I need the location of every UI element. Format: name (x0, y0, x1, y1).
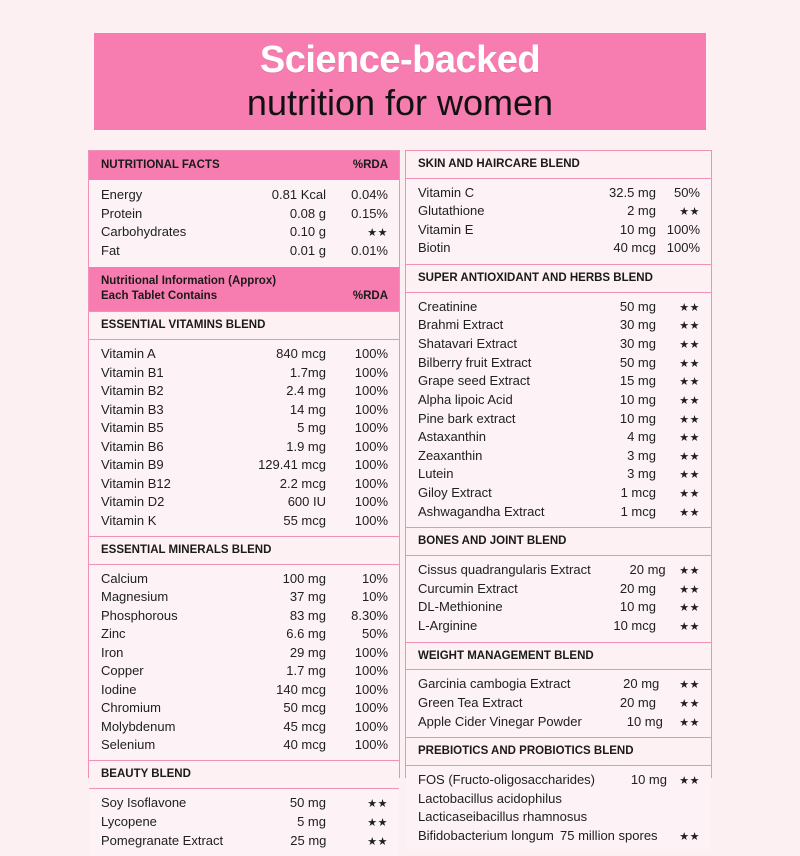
ingredient-row (101, 794, 388, 813)
ingredient-rda: 50% (673, 184, 700, 200)
ingredient-row (101, 681, 388, 699)
ingredient-row (418, 184, 700, 202)
ingredient-row (418, 580, 700, 599)
ingredient-name: Cissus quadrangularis Extract (418, 562, 591, 578)
ingredient-row (418, 391, 700, 410)
section-header (89, 536, 399, 565)
nutritional-facts-header (89, 151, 399, 180)
ingredient-amount: 0.10 g (289, 224, 326, 240)
ingredient-rda: ★★ (679, 679, 700, 692)
ingredient-row (101, 475, 388, 493)
ingredient-amount: 50 mg (619, 298, 656, 314)
ingredient-row (418, 790, 700, 808)
ingredient-rda: ★★ (679, 506, 700, 519)
ingredient-amount: 10 mg (619, 599, 656, 615)
right-sections (406, 151, 711, 851)
ingredient-row (418, 239, 700, 257)
ingredient-rda: ★★ (679, 339, 700, 352)
ingredient-name: Selenium (101, 736, 156, 752)
ingredient-name: Energy (101, 187, 143, 203)
ingredient-amount: 14 mg (289, 401, 326, 417)
ingredient-rda: 0.01% (351, 242, 388, 258)
ingredient-row (101, 205, 388, 223)
ingredient-row (101, 662, 388, 680)
ingredient-amount: 840 mcg (276, 346, 326, 362)
ingredient-row (418, 827, 700, 846)
ingredient-row (418, 561, 700, 580)
ingredient-amount: 140 mcg (276, 681, 326, 697)
section-header (89, 311, 399, 340)
ingredient-name: Giloy Extract (418, 484, 492, 500)
ingredient-row (418, 771, 700, 790)
ingredient-rda: ★★ (679, 620, 700, 633)
ingredient-name: Apple Cider Vinegar Powder (418, 713, 582, 729)
ingredient-row (101, 813, 388, 832)
ingredient-row (101, 456, 388, 474)
ingredient-row (101, 345, 388, 363)
nutritional-facts-title: NUTRITIONAL FACTS (101, 159, 220, 171)
ingredient-amount: 20 mg (619, 695, 656, 711)
ingredient-row (418, 694, 700, 713)
ingredient-name: Ashwagandha Extract (418, 503, 545, 519)
ingredient-rda: ★★ (679, 301, 700, 314)
ingredient-row (101, 242, 388, 260)
section-header (89, 760, 399, 789)
ingredient-name: Bifidobacterium longum (418, 827, 554, 843)
ingredient-rda: ★★ (679, 206, 700, 219)
ingredient-name: Astaxanthin (418, 429, 486, 445)
section-header (406, 737, 711, 766)
ingredient-rda: ★★ (367, 816, 388, 829)
ingredient-rda: ★★ (367, 227, 388, 240)
ingredient-name: Garcinia cambogia Extract (418, 676, 571, 692)
banner-headline-secondary: nutrition for women (246, 81, 554, 123)
ingredient-row (101, 493, 388, 511)
ingredient-amount: 600 IU (287, 494, 326, 510)
left-sections (89, 311, 399, 856)
ingredient-name: Vitamin B5 (101, 420, 164, 436)
section-rows (89, 789, 399, 856)
ingredient-rda: 100% (354, 718, 388, 734)
nutritional-facts-rda-header: %RDA (352, 159, 388, 171)
section-rows (89, 565, 399, 761)
ingredient-rda: ★★ (679, 487, 700, 500)
ingredient-name: Fat (101, 242, 120, 258)
ingredient-amount: 10 mcg (613, 617, 656, 633)
section-rows (406, 766, 711, 851)
ingredient-row (101, 401, 388, 419)
ingredient-name: Vitamin B3 (101, 401, 164, 417)
ingredient-rda: ★★ (367, 835, 388, 848)
ingredient-row (418, 335, 700, 354)
ingredient-name: Alpha lipoic Acid (418, 391, 513, 407)
ingredient-row (418, 354, 700, 373)
ingredient-row (101, 625, 388, 643)
ingredient-name: Pomegranate Extract (101, 832, 224, 848)
ingredient-amount: 20 mg (623, 676, 660, 692)
ingredient-rda: ★★ (679, 320, 700, 333)
ingredient-rda: 10% (361, 589, 388, 605)
ingredient-rda: 10% (361, 570, 388, 586)
ingredient-row (418, 598, 700, 617)
ingredient-amount: 3 mg (627, 447, 656, 463)
section-header (406, 642, 711, 671)
ingredient-amount: 2 mg (627, 203, 656, 219)
ingredient-amount: 20 mg (619, 580, 656, 596)
section-header (406, 527, 711, 556)
supplement-facts-panels (88, 150, 712, 848)
ingredient-name: Zinc (101, 626, 126, 642)
section-header (406, 151, 711, 179)
ingredient-amount: 100 mg (282, 570, 326, 586)
ingredient-amount: 32.5 mg (609, 184, 656, 200)
ingredient-amount: 50 mg (619, 354, 656, 370)
nutritional-information-title-line2: Each Tablet Contains (101, 290, 218, 303)
ingredient-name: Phosphorous (101, 607, 178, 623)
ingredient-name: Molybdenum (101, 718, 176, 734)
ingredient-name: Vitamin C (418, 184, 475, 200)
ingredient-name: Brahmi Extract (418, 317, 504, 333)
ingredient-name: Lycopene (101, 813, 157, 829)
ingredient-amount: 50 mcg (283, 700, 326, 716)
ingredient-amount: 2.2 mcg (279, 475, 326, 491)
ingredient-row (101, 699, 388, 717)
ingredient-rda: ★★ (367, 798, 388, 811)
ingredient-name: Pine bark extract (418, 410, 516, 426)
ingredient-rda: ★★ (679, 432, 700, 445)
ingredient-rda: ★★ (679, 394, 700, 407)
ingredient-amount: 3 mg (627, 466, 656, 482)
ingredient-name: Grape seed Extract (418, 373, 530, 389)
ingredient-name: Iodine (101, 681, 137, 697)
section-rows (89, 340, 399, 536)
ingredient-amount: 55 mcg (283, 512, 326, 528)
ingredient-name: Chromium (101, 700, 161, 716)
ingredient-row (418, 503, 700, 522)
ingredient-amount: 1.7 mg (286, 663, 326, 679)
ingredient-rda: 100% (354, 438, 388, 454)
ingredient-amount: 45 mcg (283, 718, 326, 734)
ingredient-amount: 10 mg (626, 713, 663, 729)
ingredient-rda: 50% (361, 626, 388, 642)
ingredient-name: Carbohydrates (101, 224, 187, 240)
ingredient-rda: 100% (354, 457, 388, 473)
ingredient-name: Zeaxanthin (418, 447, 483, 463)
section-title: BONES AND JOINT BLEND (418, 535, 567, 548)
ingredient-amount: 37 mg (289, 589, 326, 605)
left-facts-column (88, 150, 400, 848)
ingredient-rda: ★★ (679, 602, 700, 615)
section-title: PREBIOTICS AND PROBIOTICS BLEND (418, 745, 634, 758)
ingredient-name: Vitamin K (101, 512, 157, 528)
ingredient-rda: 0.15% (351, 205, 388, 221)
ingredient-row (101, 607, 388, 625)
right-facts-column (405, 150, 712, 843)
ingredient-row (101, 588, 388, 606)
ingredient-name: DL-Methionine (418, 599, 503, 615)
ingredient-name: Soy Isoflavone (101, 795, 187, 811)
ingredient-amount: 0.81 Kcal (271, 187, 326, 203)
ingredient-name: Biotin (418, 240, 451, 256)
ingredient-rda: ★★ (679, 583, 700, 596)
ingredient-rda: ★★ (679, 450, 700, 463)
ingredient-row (418, 713, 700, 732)
ingredient-amount: 40 mcg (613, 240, 656, 256)
ingredient-amount: 1.9 mg (286, 438, 326, 454)
ingredient-rda: ★★ (679, 469, 700, 482)
ingredient-rda: 100% (354, 383, 388, 399)
ingredient-name: Vitamin B2 (101, 383, 164, 399)
ingredient-amount: 4 mg (627, 429, 656, 445)
ingredient-amount: 1 mcg (620, 484, 656, 500)
ingredient-rda: ★★ (679, 775, 700, 788)
ingredient-name: L-Arginine (418, 617, 478, 633)
ingredient-row (101, 570, 388, 588)
ingredient-row (101, 186, 388, 204)
ingredient-name: FOS (Fructo-oligosaccharides) (418, 772, 595, 788)
ingredient-row (418, 372, 700, 391)
ingredient-name: Vitamin D2 (101, 494, 165, 510)
ingredient-rda: ★★ (679, 716, 700, 729)
ingredient-name: Lactobacillus acidophilus (418, 790, 562, 806)
ingredient-row (101, 832, 388, 851)
ingredient-row (101, 419, 388, 437)
section-title: ESSENTIAL VITAMINS BLEND (101, 319, 266, 332)
ingredient-rda: 100% (354, 512, 388, 528)
ingredient-row (418, 428, 700, 447)
section-title: SKIN AND HAIRCARE BLEND (418, 158, 580, 170)
ingredient-amount: 10 mg (630, 772, 667, 788)
ingredient-amount: 5 mg (297, 813, 326, 829)
ingredient-rda: 100% (354, 700, 388, 716)
section-title: BEAUTY BLEND (101, 768, 191, 781)
ingredient-name: Protein (101, 205, 143, 221)
section-rows (406, 179, 711, 264)
ingredient-name: Iron (101, 644, 124, 660)
ingredient-rda: 100% (354, 681, 388, 697)
ingredient-amount: 0.01 g (289, 242, 326, 258)
ingredient-amount: 20 mg (629, 562, 666, 578)
ingredient-name: Glutathione (418, 203, 485, 219)
ingredient-row (418, 221, 700, 239)
ingredient-rda: 100% (666, 222, 700, 237)
ingredient-row (101, 644, 388, 662)
ingredient-row (418, 298, 700, 317)
ingredient-amount: 75 million spores (560, 827, 658, 843)
ingredient-amount: 10 mg (619, 391, 656, 407)
section-title: SUPER ANTIOXIDANT AND HERBS BLEND (418, 271, 653, 284)
ingredient-name: Vitamin B6 (101, 438, 164, 454)
section-rows (406, 556, 711, 641)
ingredient-rda: ★★ (679, 357, 700, 370)
header-banner (94, 33, 706, 130)
ingredient-amount: 2.4 mg (286, 383, 326, 399)
ingredient-rda: 100% (354, 736, 388, 752)
ingredient-name: Lutein (418, 466, 454, 482)
ingredient-row (418, 202, 700, 221)
ingredient-name: Calcium (101, 570, 148, 586)
ingredient-rda: 0.04% (351, 187, 388, 203)
ingredient-name: Vitamin B9 (101, 457, 164, 473)
ingredient-amount: 25 mg (290, 832, 327, 848)
ingredient-row (418, 465, 700, 484)
ingredient-rda: 100% (354, 346, 388, 362)
ingredient-rda: 100% (354, 420, 388, 436)
ingredient-name: Vitamin B1 (101, 364, 164, 380)
ingredient-row (418, 484, 700, 503)
ingredient-rda: ★★ (679, 565, 700, 578)
ingredient-amount: 0.08 g (289, 205, 326, 221)
ingredient-row (418, 808, 700, 826)
ingredient-rda: 100% (354, 364, 388, 380)
ingredient-name: Creatinine (418, 298, 478, 314)
section-title: WEIGHT MANAGEMENT BLEND (418, 649, 594, 662)
ingredient-name: Bilberry fruit Extract (418, 354, 532, 370)
banner-headline-primary: Science-backed (259, 38, 541, 81)
ingredient-name: Shatavari Extract (418, 336, 517, 352)
ingredient-rda: ★★ (679, 830, 700, 843)
ingredient-rda: 100% (354, 644, 388, 660)
ingredient-amount: 83 mg (289, 607, 326, 623)
section-header (406, 264, 711, 293)
nutritional-information-header (89, 267, 399, 311)
ingredient-row (101, 512, 388, 530)
ingredient-name: Copper (101, 663, 144, 679)
ingredient-row (101, 364, 388, 382)
ingredient-rda: 100% (354, 494, 388, 510)
ingredient-rda: 100% (354, 475, 388, 491)
ingredient-amount: 30 mg (619, 336, 656, 352)
section-rows (406, 293, 711, 527)
ingredient-row (418, 617, 700, 636)
nutritional-information-rda-header: %RDA (352, 290, 388, 303)
ingredient-amount: 129.41 mcg (258, 457, 326, 473)
ingredient-rda: ★★ (679, 413, 700, 426)
ingredient-amount: 10 mg (619, 222, 656, 237)
ingredient-amount: 29 mg (289, 644, 326, 660)
section-title: ESSENTIAL MINERALS BLEND (101, 543, 272, 556)
ingredient-rda: 100% (666, 240, 700, 256)
ingredient-name: Vitamin A (101, 346, 156, 362)
ingredient-amount: 6.6 mg (286, 626, 326, 642)
ingredient-row (101, 718, 388, 736)
ingredient-amount: 15 mg (619, 373, 656, 389)
ingredient-row (418, 410, 700, 429)
ingredient-amount: 30 mg (619, 317, 656, 333)
ingredient-row (101, 438, 388, 456)
nutritional-information-title-line1: Nutritional Information (Approx) (101, 275, 277, 288)
ingredient-amount: 5 mg (297, 420, 326, 436)
ingredient-amount: 1.7mg (289, 364, 326, 380)
ingredient-rda: 100% (354, 401, 388, 417)
ingredient-rda: ★★ (679, 376, 700, 389)
ingredient-rda: 100% (354, 663, 388, 679)
ingredient-row (418, 447, 700, 466)
ingredient-name: Green Tea Extract (418, 695, 523, 711)
ingredient-row (418, 675, 700, 694)
ingredient-amount: 1 mcg (620, 503, 656, 519)
ingredient-row (418, 316, 700, 335)
ingredient-name: Magnesium (101, 589, 169, 605)
ingredient-rda: ★★ (679, 698, 700, 711)
ingredient-name: Curcumin Extract (418, 580, 518, 596)
ingredient-amount: 50 mg (289, 795, 326, 811)
ingredient-row (101, 382, 388, 400)
ingredient-rda: 8.30% (351, 607, 388, 623)
ingredient-amount: 10 mg (619, 410, 656, 426)
ingredient-amount: 40 mcg (283, 736, 326, 752)
section-rows (406, 670, 711, 737)
ingredient-row (101, 223, 388, 242)
ingredient-row (101, 736, 388, 754)
ingredient-name: Vitamin E (418, 222, 474, 237)
ingredient-name: Vitamin B12 (101, 475, 171, 491)
nutritional-facts-rows (89, 180, 399, 267)
ingredient-name: Lacticaseibacillus rhamnosus (418, 809, 588, 825)
